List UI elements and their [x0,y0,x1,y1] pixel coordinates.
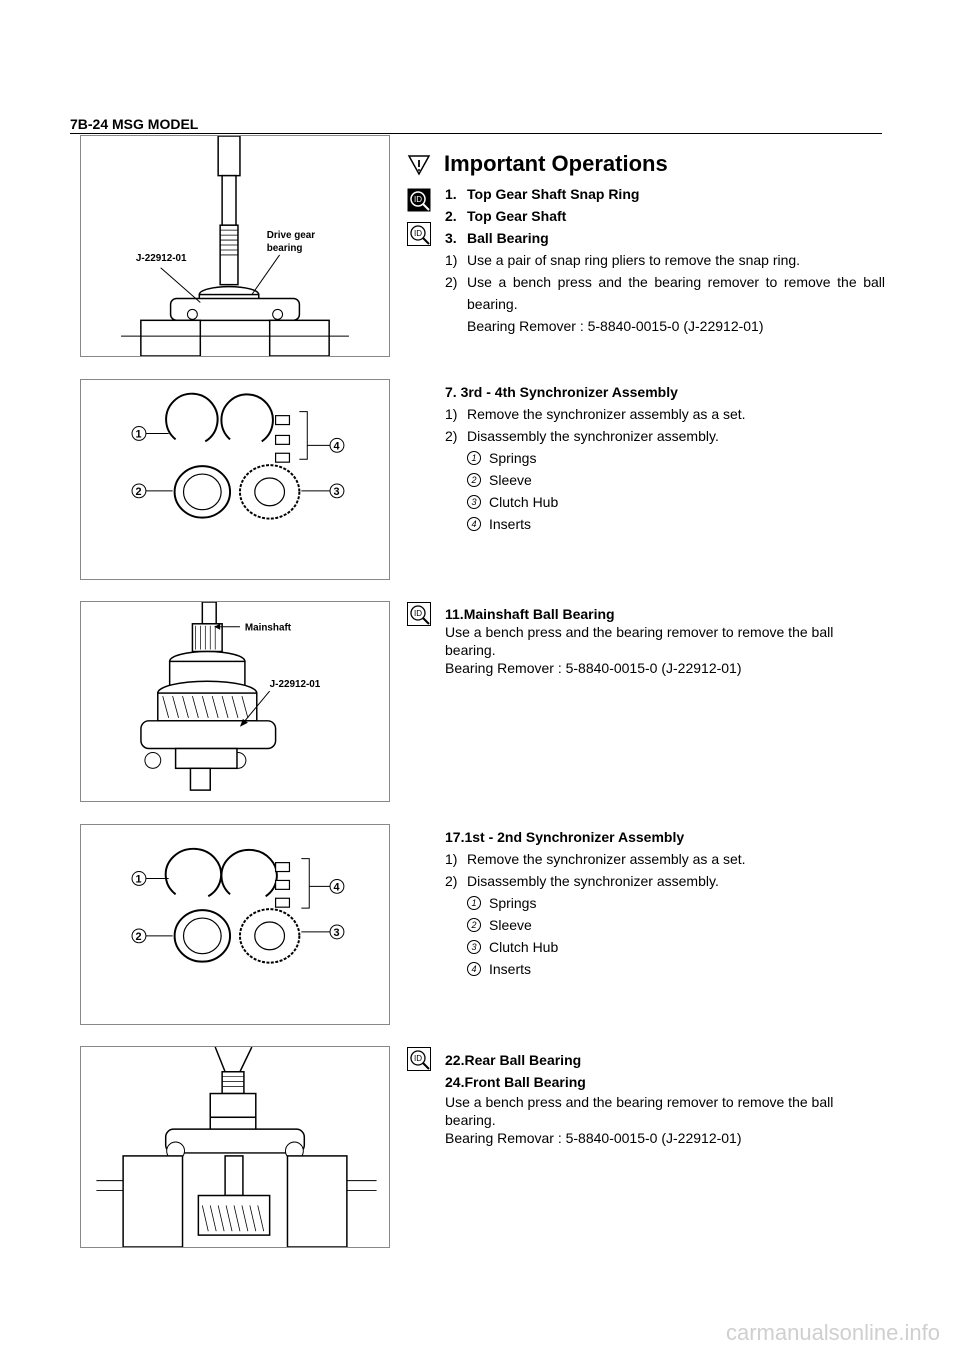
block-heading: 22.Rear Ball Bearing [445,1052,582,1068]
step-text: Use a pair of snap ring pliers to remove the snap ring. [467,252,801,268]
tool-spec: Bearing Remover : 5-8840-0015-0 (J-22912-01) [445,660,742,676]
part-label: Springs [489,895,537,911]
part-number: 2 [467,918,481,932]
block-heading: 17.1st - 2nd Synchronizer Assembly [445,829,685,845]
part-label: Sleeve [489,917,532,933]
step-number: 2) [445,873,458,889]
step-row [445,870,885,892]
bearing-press-illustration [81,1047,389,1247]
item-number: 1. [445,186,457,202]
step-text: Remove the synchronizer assembly as a set. [467,406,746,422]
callout-2: 2 [135,930,142,943]
block-heading: 11.Mainshaft Ball Bearing [445,606,615,622]
part-label: Springs [489,450,537,466]
part-label: Sleeve [489,472,532,488]
tool-spec: Bearing Removar : 5-8840-0015-0 (J-22912-01) [445,1130,742,1146]
step-text: Disassembly the synchronizer assembly. [467,428,719,444]
disassembly-inspection-icon [407,602,431,626]
figure-rear-front-ball-bearing [80,1046,390,1248]
list-item [445,205,885,227]
section-title: Important Operations [444,151,668,176]
callout-4: 4 [333,881,340,894]
callout-2: 2 [135,485,142,498]
item-number: 3. [445,230,457,246]
figure-3rd-4th-synchronizer [80,379,390,580]
part-label: Inserts [489,516,532,532]
block-1st-2nd-synchronizer [445,826,885,980]
part-number: 4 [467,517,481,531]
step-row [445,425,885,447]
step-number: 1) [445,406,458,422]
list-item [445,183,885,205]
part-item [445,958,885,980]
part-label: Clutch Hub [489,939,559,955]
figure-label-bearing: bearing [266,242,303,254]
header-divider [70,133,882,134]
block-text: Use a bench press and the bearing remover to remove the ball bearing. [445,624,834,658]
part-number: 1 [467,896,481,910]
part-item [445,469,885,491]
tool-spec: Bearing Remover : 5-8840-0015-0 (J-22912-01) [467,318,764,334]
step-row [445,403,885,425]
figure-label-mainshaft: Mainshaft [244,622,292,634]
step-text: Use a bench press and the bearing remover to remove the ball bearing. [467,274,885,312]
part-number: 2 [467,473,481,487]
part-label: Inserts [489,961,532,977]
item-text: Top Gear Shaft Snap Ring [467,186,640,202]
warning-triangle-icon [407,153,431,177]
part-number: 4 [467,962,481,976]
part-item [445,513,885,535]
part-item [445,936,885,958]
removal-inspection-icon-filled [407,188,431,212]
step-row [445,249,885,271]
block-heading: 7. 3rd - 4th Synchronizer Assembly [445,384,678,400]
synchronizer-parts-illustration [81,380,389,579]
step-number: 2) [445,274,458,290]
step-row [445,848,885,870]
mainshaft-press-illustration [81,602,389,801]
disassembly-inspection-icon [407,1047,431,1071]
svg-text:ID: ID [414,195,422,204]
part-item [445,892,885,914]
part-item [445,914,885,936]
step-number: 1) [445,252,458,268]
part-label: Clutch Hub [489,494,559,510]
figure-mainshaft-ball-bearing [80,601,390,802]
item-text: Top Gear Shaft [467,208,567,224]
callout-3: 3 [333,926,340,939]
block-heading: 24.Front Ball Bearing [445,1074,586,1090]
item-number: 2. [445,208,457,224]
part-number: 3 [467,495,481,509]
block-rear-front-ball-bearing [445,1049,885,1147]
figure-drive-gear-bearing-press [80,135,390,357]
figure-label-tool: J-22912-01 [269,679,321,691]
step-text: Remove the synchronizer assembly as a set. [467,851,746,867]
bearing-press-illustration [81,136,389,356]
item-text: Ball Bearing [467,230,549,246]
step-row [445,271,885,315]
part-item [445,447,885,469]
synchronizer-parts-illustration [81,825,389,1024]
figure-label-tool: J-22912-01 [135,252,187,264]
callout-1: 1 [135,428,142,441]
block-3rd-4th-synchronizer [445,381,885,535]
figure-label-drive-gear: Drive gear [266,230,316,242]
svg-text:ID: ID [414,609,422,618]
watermark: carmanualsonline.info [725,1320,940,1345]
step-text: Disassembly the synchronizer assembly. [467,873,719,889]
figure-1st-2nd-synchronizer [80,824,390,1025]
part-number: 3 [467,940,481,954]
callout-4: 4 [333,440,340,453]
block-mainshaft-ball-bearing [445,605,885,677]
list-item [445,227,885,249]
svg-text:ID: ID [414,1054,422,1063]
block-text: Use a bench press and the bearing remover to remove the ball bearing. [445,1094,834,1128]
page-header: 7B-24 MSG MODEL [70,116,199,132]
callout-3: 3 [333,485,340,498]
step-number: 1) [445,851,458,867]
part-number: 1 [467,451,481,465]
step-number: 2) [445,428,458,444]
disassembly-inspection-icon [407,222,431,246]
svg-text:ID: ID [414,229,422,238]
callout-1: 1 [135,873,142,886]
block-top-gear-shaft [445,183,885,337]
part-item [445,491,885,513]
